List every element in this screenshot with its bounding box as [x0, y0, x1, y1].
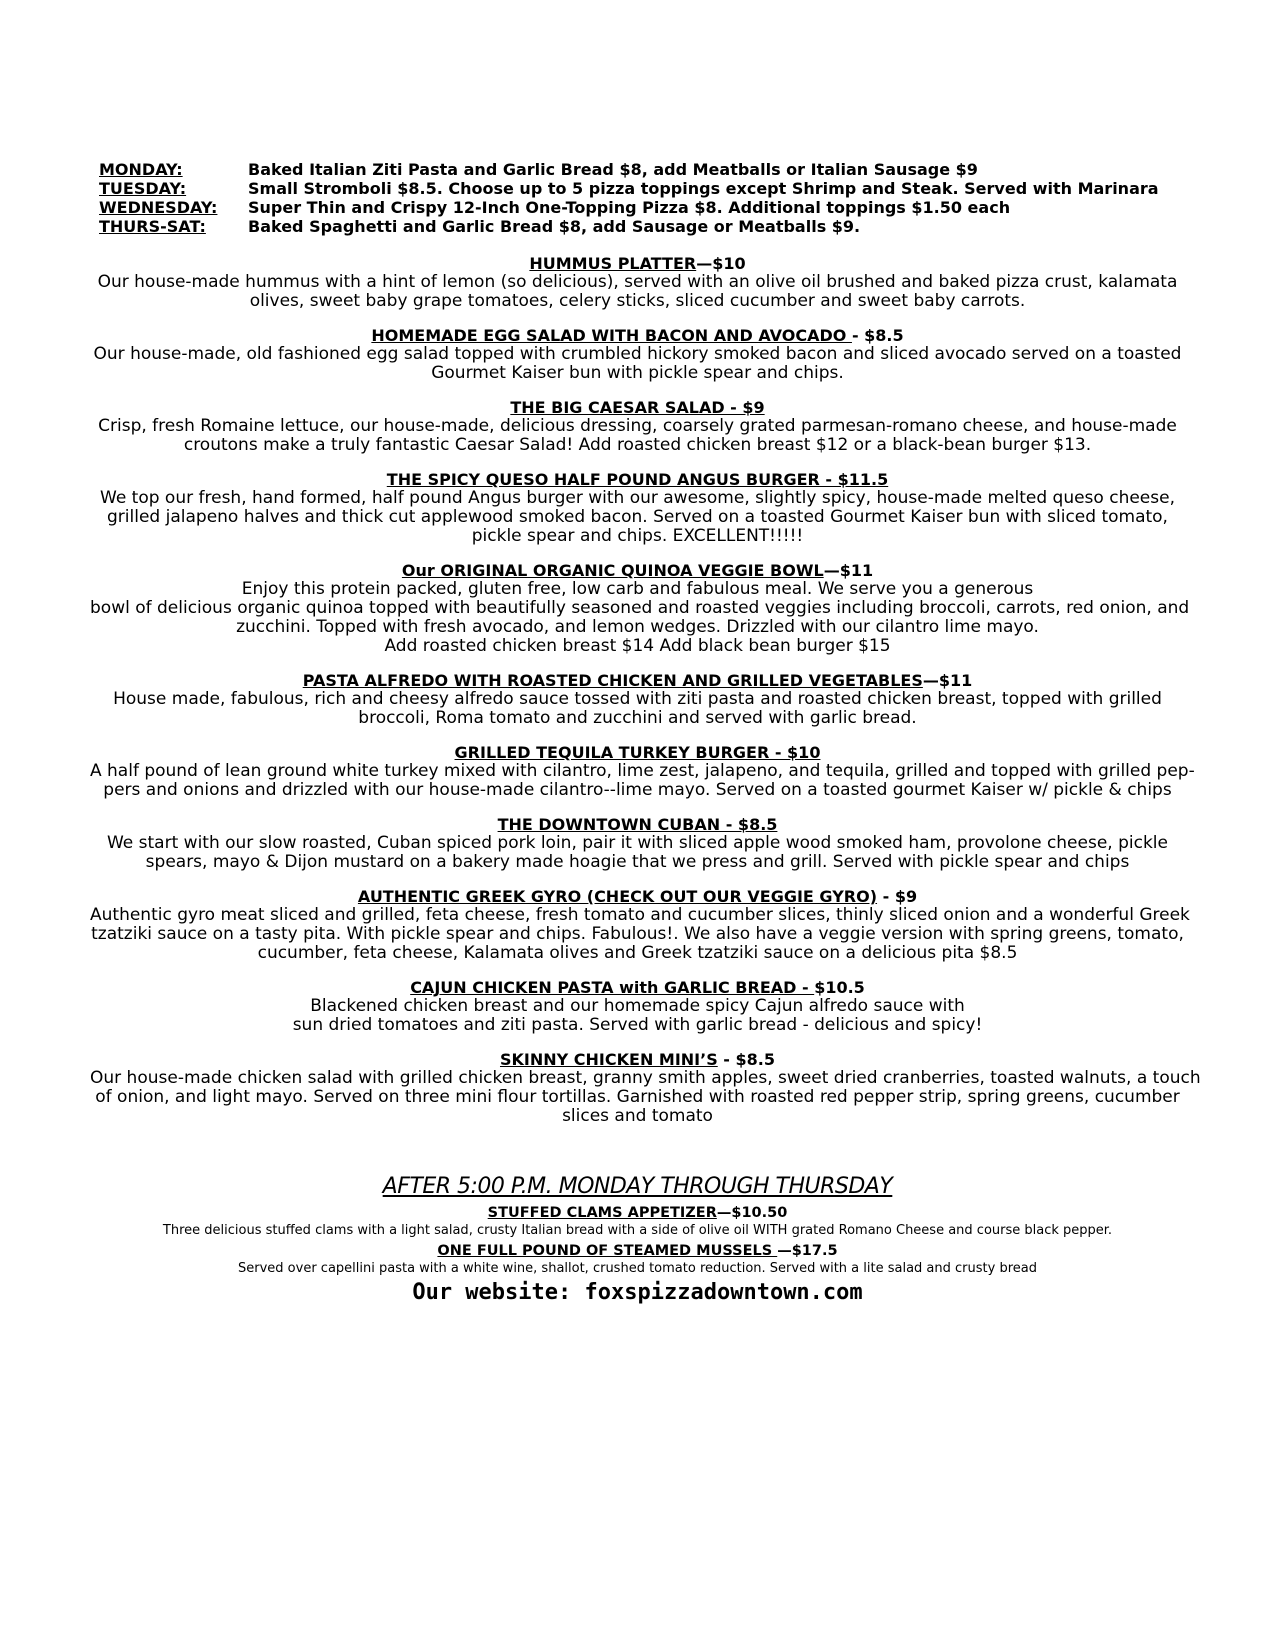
- item-name: GRILLED TEQUILA TURKEY BURGER - $10: [454, 743, 821, 762]
- item-description: [90, 761, 1195, 800]
- item-description-line: of onion, and light mayo. Served on three mini flour tortillas. Garnished with roasted red pepper strip, spring greens, cucumber: [95, 1087, 1180, 1107]
- evening-heading: AFTER 5:00 P.M. MONDAY THROUGH THURSDAY: [382, 1174, 893, 1199]
- item-name: AUTHENTIC GREEK GYRO (CHECK OUT OUR VEGGIE GYRO): [357, 887, 878, 906]
- item-description-line: broccoli, Roma tomato and zucchini and served with garlic bread.: [358, 708, 917, 728]
- evening-specials: [90, 1172, 1185, 1306]
- item-name: THE DOWNTOWN CUBAN - $8.5: [497, 815, 778, 834]
- special-day: MONDAY:: [99, 160, 183, 179]
- item-title: [90, 326, 1185, 345]
- menu-item-quinoa-bowl: [90, 561, 1190, 656]
- item-title: [90, 561, 1185, 580]
- daily-specials: [99, 160, 1229, 236]
- item-description-line: Our house-made, old fashioned egg salad topped with crumbled hickory smoked bacon and sliced avocado served on a toasted: [93, 344, 1182, 364]
- item-description-line: Crisp, fresh Romaine lettuce, our house-made, delicious dressing, coarsely grated parmesan-romano cheese, and house-made: [98, 416, 1177, 436]
- menu-items: [90, 254, 1201, 1141]
- item-description-line: croutons make a truly fantastic Caesar Salad! Add roasted chicken breast $12 or a black-bean burger $13.: [183, 435, 1092, 455]
- item-description-line: Add roasted chicken breast $14 Add black bean burger $15: [384, 636, 891, 656]
- item-name: HUMMUS PLATTER: [529, 254, 697, 273]
- item-price: - $8.5: [851, 326, 904, 345]
- item-description: [90, 997, 1185, 1035]
- item-price: - $8.5: [717, 1050, 775, 1069]
- item-description-line: House made, fabulous, rich and cheesy alfredo sauce tossed with ziti pasta and roasted chicken breast, topped with grilled: [113, 689, 1162, 709]
- item-description-line: cucumber, feta cheese, Kalamata olives and Greek tzatziki sauce on a delicious pita $8.5: [257, 943, 1018, 963]
- item-description: [90, 1068, 1201, 1126]
- item-title: [90, 743, 1185, 762]
- item-title: [90, 470, 1185, 489]
- menu-item-skinny-chicken-minis: [90, 1050, 1201, 1126]
- item-description-line: pickle spear and chips. EXCELLENT!!!!!: [471, 526, 804, 546]
- item-title: [90, 671, 1185, 690]
- menu-item-pasta-alfredo: [90, 671, 1185, 728]
- item-description-line: Authentic gyro meat sliced and grilled, feta cheese, fresh tomato and cucumber slices, thinly sliced onion and a wonderful Greek: [90, 905, 1190, 925]
- item-title: [90, 254, 1185, 273]
- item-price: —$10.50: [716, 1205, 788, 1221]
- item-description-line: slices and tomato: [562, 1106, 713, 1126]
- special-day: WEDNESDAY:: [99, 198, 218, 217]
- menu-item-downtown-cuban: [90, 815, 1185, 872]
- item-name: PASTA ALFREDO WITH ROASTED CHICKEN AND GRILLED VEGETABLES: [302, 671, 923, 690]
- menu-item-egg-salad: [90, 326, 1185, 383]
- item-description-line: We top our fresh, hand formed, half pound Angus burger with our awesome, slightly spicy, house-made melted queso cheese,: [100, 488, 1175, 508]
- item-name: STUFFED CLAMS APPETIZER: [487, 1205, 717, 1221]
- special-row-thurs-sat: [99, 217, 1229, 236]
- evening-item-title: [90, 1242, 1185, 1260]
- special-text: Baked Italian Ziti Pasta and Garlic Bread $8, add Meatballs or Italian Sausage $9: [248, 160, 978, 179]
- item-price: $10.5: [814, 978, 865, 997]
- item-description: [90, 579, 1190, 656]
- item-description: [90, 273, 1185, 311]
- evening-item-description: Served over capellini pasta with a white wine, shallot, crushed tomato reduction. Served with a lite salad and crusty bread: [238, 1261, 1037, 1276]
- evening-item-description: Three delicious stuffed clams with a light salad, crusty Italian bread with a side of olive oil WITH grated Romano Cheese and course black pepper.: [162, 1223, 1113, 1238]
- menu-item-queso-burger: [90, 470, 1185, 546]
- item-name: THE SPICY QUESO HALF POUND ANGUS BURGER - $11.5: [386, 470, 889, 489]
- item-description-line: We start with our slow roasted, Cuban spiced pork loin, pair it with sliced apple wood smoked ham, provolone cheese, pickle: [106, 833, 1168, 853]
- item-name: THE BIG CAESAR SALAD - $9: [510, 398, 765, 417]
- item-description: [90, 905, 1190, 963]
- item-description: [90, 690, 1185, 728]
- item-title: [90, 1050, 1185, 1069]
- item-price: —$11: [823, 561, 874, 580]
- special-row-monday: [99, 160, 1229, 179]
- item-description-line: olives, sweet baby grape tomatoes, celery sticks, sliced cucumber and sweet baby carrots.: [249, 291, 1026, 311]
- item-name: Our ORIGINAL ORGANIC QUINOA VEGGIE BOWL: [401, 561, 824, 580]
- menu-item-hummus-platter: [90, 254, 1185, 311]
- website-text: Our website: foxspizzadowntown.com: [412, 1280, 863, 1305]
- item-price: —$11: [922, 671, 973, 690]
- item-description: [90, 417, 1185, 455]
- item-title: [90, 978, 1185, 997]
- evening-item-title: [90, 1204, 1185, 1222]
- special-text: Small Stromboli $8.5. Choose up to 5 pizza toppings except Shrimp and Steak. Served with Marinara: [248, 179, 1159, 198]
- item-description-line: zucchini. Topped with fresh avocado, and lemon wedges. Drizzled with our cilantro lime mayo.: [236, 617, 1039, 637]
- item-name: CAJUN CHICKEN PASTA with GARLIC BREAD -: [410, 978, 815, 997]
- item-description: [90, 489, 1185, 546]
- menu-item-caesar-salad: [90, 398, 1185, 455]
- special-row-wednesday: [99, 198, 1229, 217]
- item-name: ONE FULL POUND OF STEAMED MUSSELS: [437, 1243, 778, 1259]
- menu-item-turkey-burger: [90, 743, 1195, 800]
- item-price: - $9: [877, 887, 918, 906]
- item-price: —$17.5: [777, 1243, 838, 1259]
- item-description-line: A half pound of lean ground white turkey mixed with cilantro, lime zest, jalapeno, and tequila, grilled and topped with grilled pep-: [90, 761, 1195, 781]
- item-description-line: sun dried tomatoes and ziti pasta. Served with garlic bread - delicious and spicy!: [292, 1015, 983, 1035]
- item-title: [90, 887, 1185, 906]
- item-name: SKINNY CHICKEN MINI’S: [499, 1050, 718, 1069]
- item-description-line: Our house-made hummus with a hint of lemon (so delicious), served with an olive oil brushed and baked pizza crust, kalamata: [97, 272, 1178, 292]
- item-description-line: spears, mayo & Dijon mustard on a bakery made hoagie that we press and grill. Served with pickle spear and chips: [145, 852, 1130, 872]
- special-text: Super Thin and Crispy 12-Inch One-Topping Pizza $8. Additional toppings $1.50 each: [248, 198, 1011, 217]
- item-name: HOMEMADE EGG SALAD WITH BACON AND AVOCADO: [371, 326, 852, 345]
- item-description-line: grilled jalapeno halves and thick cut applewood smoked bacon. Served on a toasted Gourmet Kaiser bun with sliced tomato,: [107, 507, 1168, 527]
- item-description-line: Blackened chicken breast and our homemade spicy Cajun alfredo sauce with: [310, 996, 965, 1016]
- special-text: Baked Spaghetti and Garlic Bread $8, add Sausage or Meatballs $9.: [248, 217, 861, 236]
- item-description-line: Gourmet Kaiser bun with pickle spear and chips.: [431, 363, 844, 383]
- item-price: —$10: [696, 254, 746, 273]
- item-title: [90, 398, 1185, 417]
- item-description-line: tzatziki sauce on a tasty pita. With pickle spear and chips. Fabulous!. We also have a veggie version with spring greens, tomato,: [91, 924, 1184, 944]
- menu-item-greek-gyro: [90, 887, 1190, 963]
- item-description-line: Enjoy this protein packed, gluten free, low carb and fabulous meal. We serve you a generous: [241, 579, 1034, 599]
- item-description: [90, 345, 1185, 383]
- item-description: [90, 834, 1185, 872]
- special-day: TUESDAY:: [99, 179, 187, 198]
- menu-item-cajun-chicken-pasta: [90, 978, 1185, 1035]
- item-description-line: bowl of delicious organic quinoa topped with beautifully seasoned and roasted veggies including broccoli, carrots, red onion, and: [90, 598, 1190, 618]
- special-row-tuesday: [99, 179, 1229, 198]
- item-title: [90, 815, 1185, 834]
- item-description-line: Our house-made chicken salad with grilled chicken breast, granny smith apples, sweet dried cranberries, toasted walnuts, a touch: [90, 1068, 1201, 1088]
- special-day: THURS-SAT:: [99, 217, 206, 236]
- item-description-line: pers and onions and drizzled with our house-made cilantro--lime mayo. Served on a toasted gourmet Kaiser w/ pickle & chips: [103, 780, 1172, 800]
